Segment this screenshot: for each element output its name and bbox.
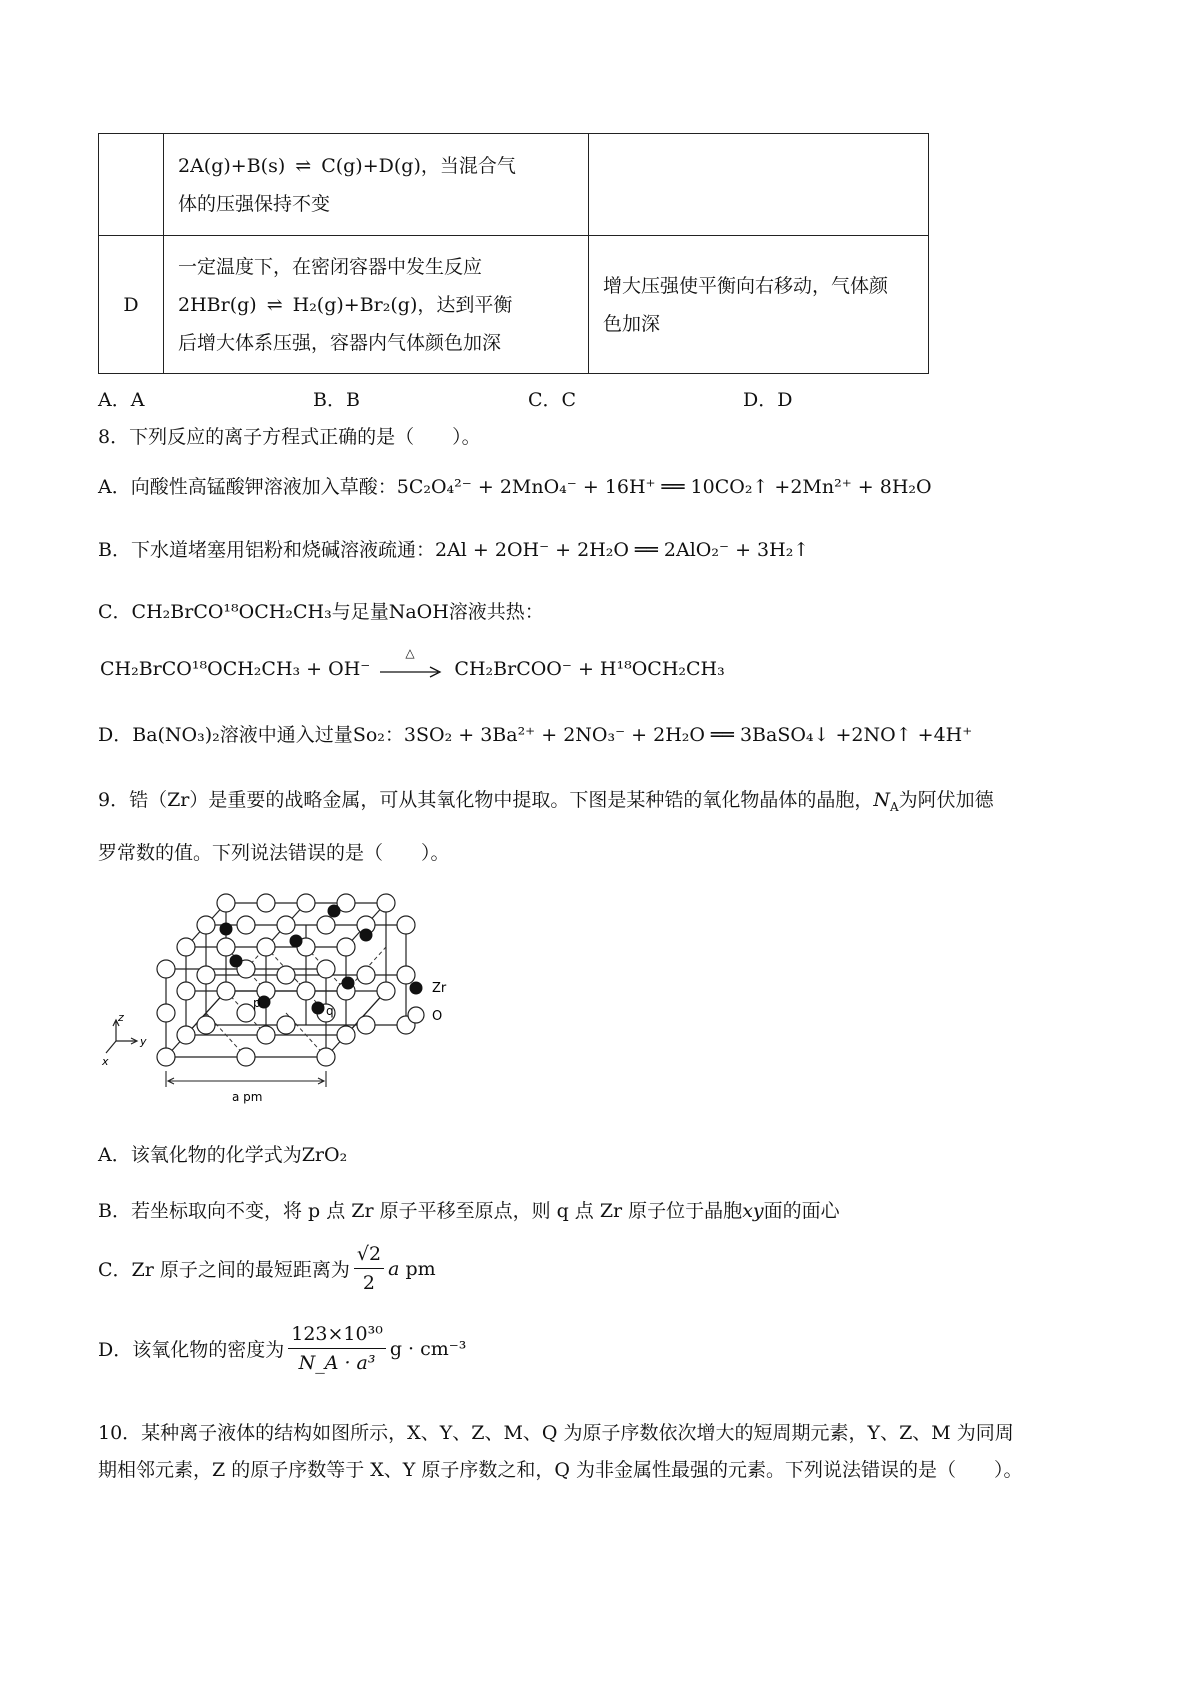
- option-text: 与足量NaOH溶液共热：: [331, 601, 544, 623]
- q8-option-c[interactable]: [98, 597, 544, 624]
- row-label: [99, 134, 164, 236]
- condition-text: 体的压强保持不变: [178, 192, 331, 215]
- q9-option-a[interactable]: A．该氧化物的化学式为ZrO₂: [98, 1144, 348, 1166]
- option-b[interactable]: B．B: [313, 389, 360, 411]
- explanation-text: 增大压强使平衡向右移动，气体颜: [603, 274, 889, 297]
- option-text: C．Zr 原子之间的最短距离为: [98, 1259, 350, 1281]
- density-fraction: [288, 1320, 386, 1377]
- q9-stem-line1: [98, 785, 994, 812]
- row-explanation: [589, 236, 929, 374]
- axis-x-label: x: [102, 1055, 109, 1068]
- heating-arrow: [380, 646, 444, 680]
- q10-stem-line2: 期相邻元素，Z 的原子序数等于 X、Y 原子序数之和，Q 为非金属性最强的元素。下列说法错误的是（ ）。: [98, 1459, 1023, 1481]
- ionic-equation: 5C₂O₄²⁻ + 2MnO₄⁻ + 16H⁺ ══ 10CO₂↑ +2Mn²⁺ + 8H₂O: [396, 476, 932, 498]
- row-condition: [164, 236, 589, 374]
- q8-stem: 8．下列反应的离子方程式正确的是（ ）。: [98, 426, 481, 448]
- legend-zr-label: Zr: [432, 981, 447, 996]
- option-text: D．: [98, 724, 133, 746]
- legend-zr-marker: [410, 982, 423, 995]
- option-text: 面的面心: [763, 1200, 840, 1222]
- heat-symbol: △: [405, 646, 415, 660]
- fraction-denominator: 2: [362, 1272, 376, 1294]
- legend-o-label: O: [432, 1009, 443, 1024]
- condition-text: 一定温度下，在密闭容器中发生反应: [178, 255, 483, 278]
- option-text: D．该氧化物的密度为: [98, 1339, 285, 1361]
- row-label: D: [99, 236, 164, 374]
- q9-option-c[interactable]: [98, 1240, 436, 1297]
- table-row: [99, 134, 929, 236]
- stem-text: 9．锆（Zr）是重要的战略金属，可从其氧化物中提取。下图是某种锆的氧化物晶体的晶胞，: [98, 789, 874, 811]
- q8-option-a[interactable]: [98, 472, 932, 499]
- q10-stem-line1: 10．某种离子液体的结构如图所示，X、Y、Z、M、Q 为原子序数依次增大的短周期元素，Y、Z、M 为同周: [98, 1422, 1014, 1444]
- condition-text: ，达到平衡: [417, 293, 513, 316]
- ionic-equation: ：3SO₂ + 3Ba²⁺ + 2NO₃⁻ + 2H₂O ══ 3BaSO₄↓ +2NO↑ +4H⁺: [384, 724, 973, 746]
- option-a[interactable]: A．A: [98, 389, 145, 411]
- answer-table: [98, 133, 929, 374]
- arrow-icon: [380, 660, 444, 680]
- q9-stem-line2: 罗常数的值。下列说法错误的是（ ）。: [98, 842, 450, 864]
- equilibrium-symbol: ⇌: [266, 293, 283, 316]
- table-row: [99, 236, 929, 374]
- equation-lhs: 2HBr(g): [178, 293, 257, 316]
- condition-text: ，当混合气: [420, 154, 516, 177]
- dimension-label: a pm: [232, 1090, 263, 1104]
- option-c[interactable]: C．C: [528, 389, 577, 411]
- equation-rhs: C(g)+D(g): [321, 154, 421, 177]
- option-text: A．向酸性高锰酸钾溶液加入草酸：: [98, 476, 397, 498]
- fraction-numerator: 123×10³⁰: [288, 1320, 386, 1349]
- axes-icon: [106, 1020, 137, 1053]
- avogadro-subscript: A: [890, 799, 899, 814]
- chemical-formula: CH₂BrCO¹⁸OCH₂CH₃: [131, 601, 332, 623]
- lattice-parameter: a: [388, 1257, 400, 1280]
- option-text: B．若坐标取向不变，将 p 点 Zr 原子平移至原点，则 q 点 Zr 原子位于晶胞: [98, 1200, 743, 1222]
- equation-rhs: H₂(g)+Br₂(g): [292, 293, 418, 316]
- option-text: 溶液中通入过量: [219, 724, 353, 746]
- q8-option-d[interactable]: [98, 720, 972, 747]
- q9-option-d[interactable]: [98, 1320, 466, 1377]
- fraction-sqrt2-over-2: [354, 1240, 384, 1297]
- chemical-formula: Ba(NO₃)₂: [132, 724, 220, 746]
- option-d[interactable]: D．D: [743, 389, 793, 411]
- crystal-cell-figure: [98, 875, 458, 1115]
- option-text: B．下水道堵塞用铝粉和烧碱溶液疏通：: [98, 539, 435, 561]
- fraction-denominator: N_A · a³: [298, 1352, 376, 1374]
- dimension-line: [166, 1071, 326, 1087]
- fraction-numerator: √2: [354, 1240, 384, 1269]
- chemical-formula: So₂: [352, 724, 385, 746]
- equation-lhs: CH₂BrCO¹⁸OCH₂CH₃ + OH⁻: [100, 658, 371, 680]
- oxygen-atoms: [157, 894, 415, 1066]
- legend-o-marker: [408, 1007, 424, 1023]
- point-q-label: q: [326, 1004, 334, 1018]
- option-text: C．: [98, 601, 132, 623]
- q8-option-b[interactable]: [98, 535, 809, 562]
- unit-text: g · cm⁻³: [389, 1337, 467, 1360]
- equilibrium-symbol: ⇌: [295, 154, 312, 177]
- unit-text: pm: [405, 1257, 436, 1280]
- condition-text: 后增大体系压强，容器内气体颜色加深: [178, 331, 502, 354]
- explanation-text: 色加深: [603, 312, 661, 335]
- row-condition: [164, 134, 589, 236]
- equation-lhs: 2A(g)+B(s): [178, 154, 286, 177]
- point-p-label: p: [253, 996, 261, 1010]
- q9-option-b[interactable]: [98, 1196, 840, 1223]
- ionic-equation: 2Al + 2OH⁻ + 2H₂O ══ 2AlO₂⁻ + 3H₂↑: [434, 539, 810, 561]
- stem-text: 为阿伏加德: [898, 789, 994, 811]
- axis-z-label: z: [118, 1011, 124, 1024]
- axis-y-label: y: [140, 1035, 147, 1048]
- plane-label: xy: [742, 1200, 764, 1222]
- row-explanation: [589, 134, 929, 236]
- q8-option-c-equation: [100, 646, 725, 680]
- equation-rhs: CH₂BrCOO⁻ + H¹⁸OCH₂CH₃: [454, 658, 725, 680]
- avogadro-symbol: N: [873, 789, 890, 811]
